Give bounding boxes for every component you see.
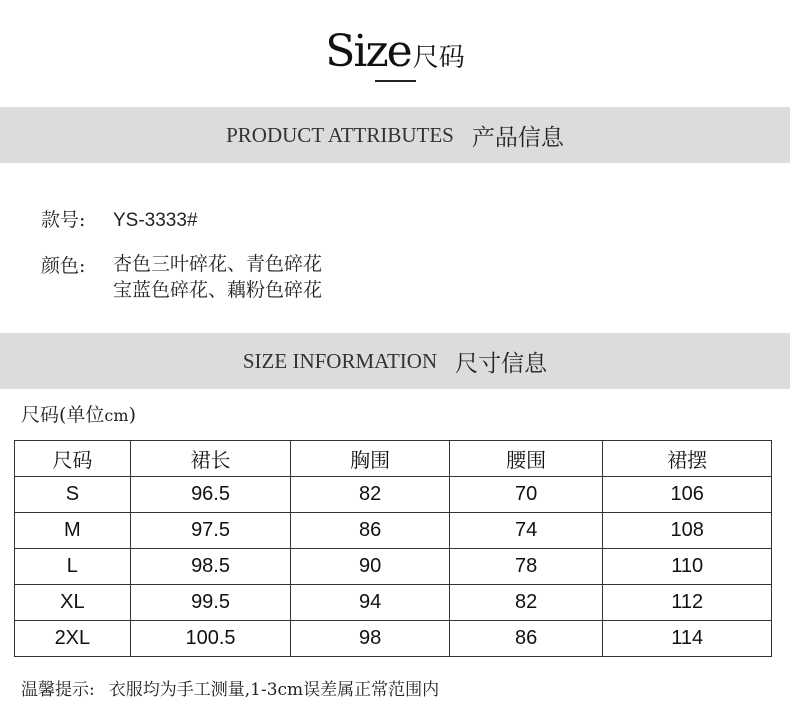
color-line-1: 杏色三叶碎花、青色碎花 — [113, 253, 323, 275]
cell-bust: 94 — [291, 585, 450, 621]
table-row — [15, 513, 772, 549]
cell-waist: 74 — [449, 513, 603, 549]
unit-label-main: 尺码(单位 — [21, 404, 105, 426]
cell-bust: 90 — [291, 549, 450, 585]
cell-waist: 86 — [449, 621, 603, 657]
product-code-label: 款号: — [41, 209, 86, 231]
cell-bust: 82 — [291, 477, 450, 513]
cell-size: XL — [15, 585, 131, 621]
cell-skirt-length: 100.5 — [130, 621, 291, 657]
title-size-word: Size — [325, 26, 411, 77]
cell-waist: 78 — [449, 549, 603, 585]
cell-waist: 70 — [449, 477, 603, 513]
table-header-row — [15, 441, 772, 477]
unit-label-unit: cm — [104, 406, 129, 425]
cell-skirt-length: 98.5 — [130, 549, 291, 585]
table-row — [15, 549, 772, 585]
cell-size: 2XL — [15, 621, 131, 657]
table-row — [15, 477, 772, 513]
header-hem: 裙摆 — [603, 441, 772, 477]
cell-hem: 110 — [603, 549, 772, 585]
cell-skirt-length: 99.5 — [130, 585, 291, 621]
header-waist: 腰围 — [449, 441, 603, 477]
cell-bust: 86 — [291, 513, 450, 549]
cell-hem: 114 — [603, 621, 772, 657]
header-skirt-length: 裙长 — [130, 441, 291, 477]
cell-bust: 98 — [291, 621, 450, 657]
measurement-tip — [21, 675, 439, 700]
unit-label-close: ) — [128, 404, 136, 426]
header-size: 尺码 — [15, 441, 131, 477]
product-attributes-title-cn: 产品信息 — [471, 124, 564, 151]
cell-size: S — [15, 477, 131, 513]
product-color-values — [113, 251, 322, 303]
header-bust: 胸围 — [291, 441, 450, 477]
tip-text: 衣服均为手工测量,1-3cm误差属正常范围内 — [108, 680, 440, 700]
cell-hem: 106 — [603, 477, 772, 513]
size-information-banner — [0, 333, 790, 389]
product-color-label: 颜色: — [41, 255, 86, 277]
product-color-row — [41, 251, 113, 278]
page-title — [0, 26, 790, 77]
cell-waist: 82 — [449, 585, 603, 621]
product-attributes-banner — [0, 107, 790, 163]
cell-hem: 112 — [603, 585, 772, 621]
title-underline — [375, 80, 416, 82]
product-code-row — [41, 205, 198, 232]
size-chart-table — [14, 440, 772, 657]
color-line-2: 宝蓝色碎花、藕粉色碎花 — [113, 279, 323, 301]
cell-skirt-length: 97.5 — [130, 513, 291, 549]
cell-hem: 108 — [603, 513, 772, 549]
title-size-cn: 尺码 — [412, 43, 465, 73]
product-attributes-title-en: PRODUCT ATTRIBUTES — [226, 122, 454, 147]
tip-label: 温馨提示: — [21, 680, 95, 700]
cell-size: M — [15, 513, 131, 549]
cell-size: L — [15, 549, 131, 585]
size-information-title-en: SIZE INFORMATION — [242, 348, 438, 373]
cell-skirt-length: 96.5 — [130, 477, 291, 513]
table-row — [15, 585, 772, 621]
table-row — [15, 621, 772, 657]
size-unit-label — [21, 400, 136, 427]
product-code-value: YS-3333# — [113, 210, 198, 231]
size-information-title-cn: 尺寸信息 — [455, 350, 548, 377]
